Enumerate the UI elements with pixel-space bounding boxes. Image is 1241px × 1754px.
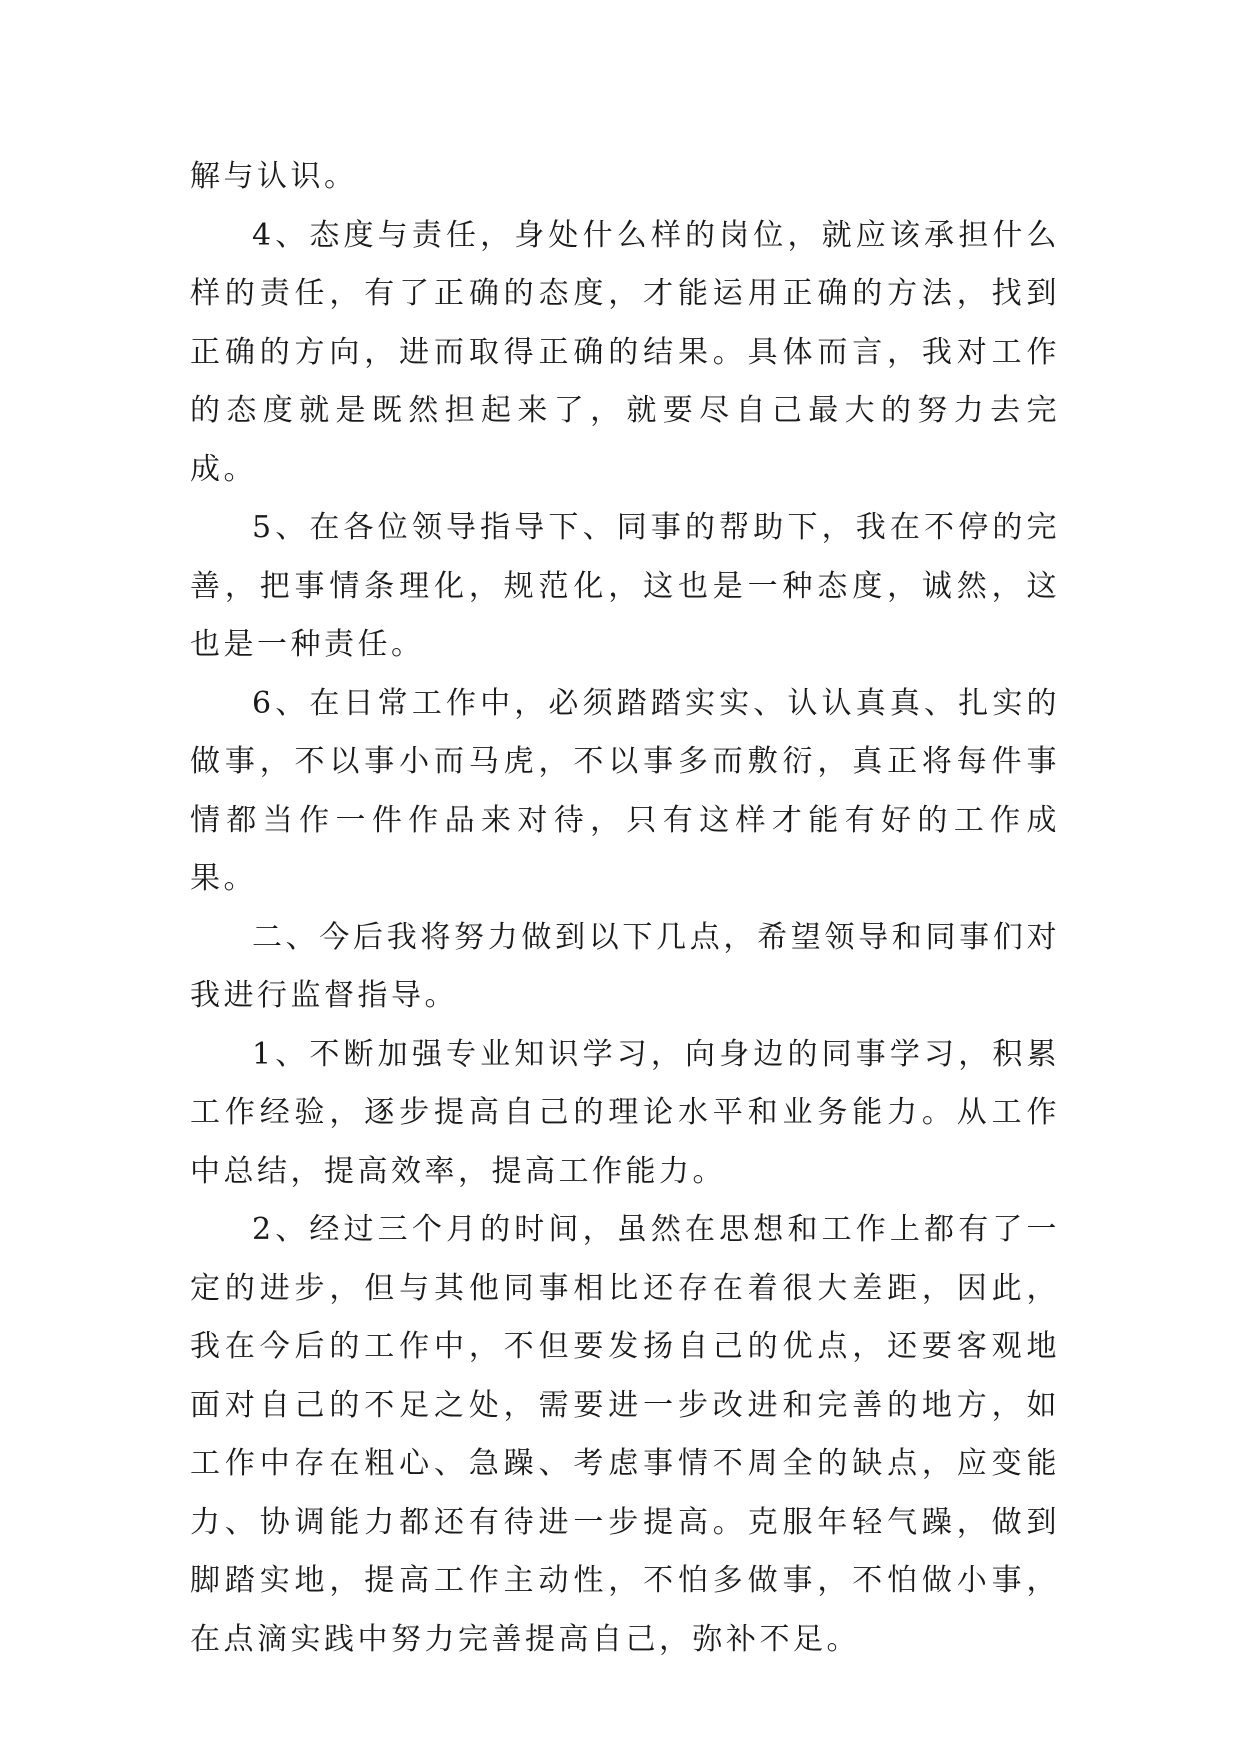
paragraph-section-two-heading: 二、今后我将努力做到以下几点，希望领导和同事们对我进行监督指导。 xyxy=(190,919,1060,1013)
paragraph-plan-item-1: 1、不断加强专业知识学习，向身边的同事学习，积累工作经验，逐步提高自己的理论水平和业务能力。从工作中总结，提高效率，提高工作能力。 xyxy=(190,1036,1060,1189)
paragraph-item-4-attitude-responsibility: 4、态度与责任，身处什么样的岗位，就应该承担什么样的责任，有了正确的态度，才能运用正确的方法，找到正确的方向，进而取得正确的结果。具体而言，我对工作的态度就是既然担起来了，就要尽自己最大的努力去完成。 xyxy=(190,217,1060,487)
paragraph-continuation: 解与认识。 xyxy=(190,159,358,194)
paragraph-plan-item-2: 2、经过三个月的时间，虽然在思想和工作上都有了一定的进步，但与其他同事相比还存在着很大差距，因此，我在今后的工作中，不但要发扬自己的优点，还要客观地面对自己的不足之处，需要进一步改进和完善的地方，如工作中存在粗心、急躁、考虑事情不周全的缺点，应变能力、协调能力都还有待进一步提高。克服年轻气躁，做到脚踏实地，提高工作主动性，不怕多做事，不怕做小事，在点滴实践中努力完善提高自己，弥补不足。 xyxy=(190,1212,1060,1657)
paragraph-item-6-daily-work: 6、在日常工作中，必须踏踏实实、认认真真、扎实的做事，不以事小而马虎，不以事多而敷衍，真正将每件事情都当作一件作品来对待，只有这样才能有好的工作成果。 xyxy=(190,685,1060,896)
document-body xyxy=(190,148,1060,1669)
paragraph-item-5-improvement: 5、在各位领导指导下、同事的帮助下，我在不停的完善，把事情条理化，规范化，这也是一种态度，诚然，这也是一种责任。 xyxy=(190,510,1060,662)
